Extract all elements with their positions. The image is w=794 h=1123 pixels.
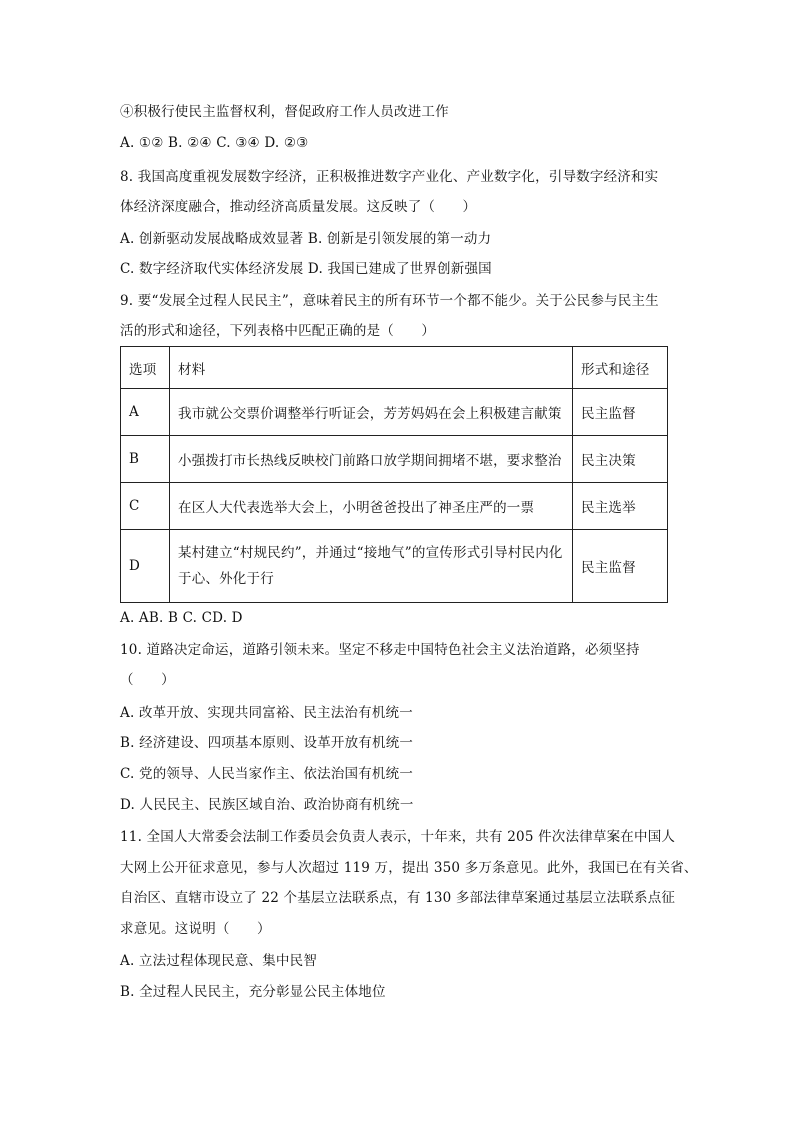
q9-stem-line1: 9. 要“发展全过程人民民主”，意味着民主的所有环节一个都不能少。关于公民参与民主生 xyxy=(120,293,659,309)
q10-stem-line2: （ ） xyxy=(120,672,175,688)
q9-stem-line2: 活的形式和途径，下列表格中匹配正确的是（ ） xyxy=(120,323,436,339)
q9-choices: A. AB. B C. CD. D xyxy=(120,610,243,626)
q11-choice-a: A. 立法过程体现民意、集中民智 xyxy=(120,953,318,969)
row-material: 在区人大代表选举大会上，小明爸爸投出了神圣庄严的一票 xyxy=(170,483,573,530)
table-header-row xyxy=(121,347,668,389)
row-form: 民主决策 xyxy=(573,436,668,483)
q10-choice-c: C. 党的领导、人民当家作主、依法治国有机统一 xyxy=(120,766,414,782)
q11-stem-line2: 大网上公开征求意见，参与人次超过 119 万，提出 350 多万条意见。此外，我国已在有关省、 xyxy=(120,860,698,876)
row-option: B xyxy=(121,436,170,483)
table-row xyxy=(121,436,668,483)
row-form: 民主监督 xyxy=(573,530,668,603)
q11-stem-line4: 求意见。这说明（ ） xyxy=(120,921,271,937)
header-material: 材料 xyxy=(170,347,573,389)
q10-choice-d: D. 人民民主、民族区域自治、政治协商有机统一 xyxy=(120,797,414,813)
row-option: A xyxy=(121,389,170,436)
q8-stem-line2: 体经济深度融合，推动经济高质量发展。这反映了（ ） xyxy=(120,199,477,215)
table-row xyxy=(121,530,668,603)
row-material-line1: 某村建立“村规民约”，并通过“接地气”的宣传形式引导村民内化 xyxy=(178,545,563,561)
q8-choices-cd: C. 数字经济取代实体经济发展 D. 我国已建成了世界创新强国 xyxy=(120,261,492,277)
row-form: 民主选举 xyxy=(573,483,668,530)
q11-stem-line3: 自治区、直辖市设立了 22 个基层立法联系点，有 130 多部法律草案通过基层立法联系点征 xyxy=(120,890,676,906)
q10-stem-line1: 10. 道路决定命运，道路引领未来。坚定不移走中国特色社会主义法治道路，必须坚持 xyxy=(120,642,640,658)
q8-choices-ab: A. 创新驱动发展战略成效显著 B. 创新是引领发展的第一动力 xyxy=(120,231,492,247)
row-material: 我市就公交票价调整举行听证会，芳芳妈妈在会上积极建言献策 xyxy=(170,389,573,436)
option-4-text: ④积极行使民主监督权利，督促政府工作人员改进工作 xyxy=(120,104,449,120)
row-option: C xyxy=(121,483,170,530)
row-material xyxy=(170,530,573,603)
q9-options-table xyxy=(120,346,668,603)
row-material-line2: 于心、外化于行 xyxy=(178,571,274,587)
table-row xyxy=(121,389,668,436)
q10-choice-b: B. 经济建设、四项基本原则、设革开放有机统一 xyxy=(120,735,414,751)
table-row xyxy=(121,483,668,530)
row-material: 小强拨打市长热线反映校门前路口放学期间拥堵不堪，要求整治 xyxy=(170,436,573,483)
row-form: 民主监督 xyxy=(573,389,668,436)
q10-choice-a: A. 改革开放、实现共同富裕、民主法治有机统一 xyxy=(120,705,413,721)
q11-choice-b: B. 全过程人民民主，充分彰显公民主体地位 xyxy=(120,984,386,1000)
q8-stem-line1: 8. 我国高度重视发展数字经济，正积极推进数字产业化、产业数字化，引导数字经济和实 xyxy=(120,169,659,185)
q11-stem-line1: 11. 全国人大常委会法制工作委员会负责人表示，十年来，共有 205 件次法律草案在中国人 xyxy=(120,829,676,845)
header-option: 选项 xyxy=(121,347,170,389)
q7-choices: A. ①② B. ②④ C. ③④ D. ②③ xyxy=(120,135,309,151)
row-option: D xyxy=(121,530,170,603)
header-form: 形式和途径 xyxy=(573,347,668,389)
